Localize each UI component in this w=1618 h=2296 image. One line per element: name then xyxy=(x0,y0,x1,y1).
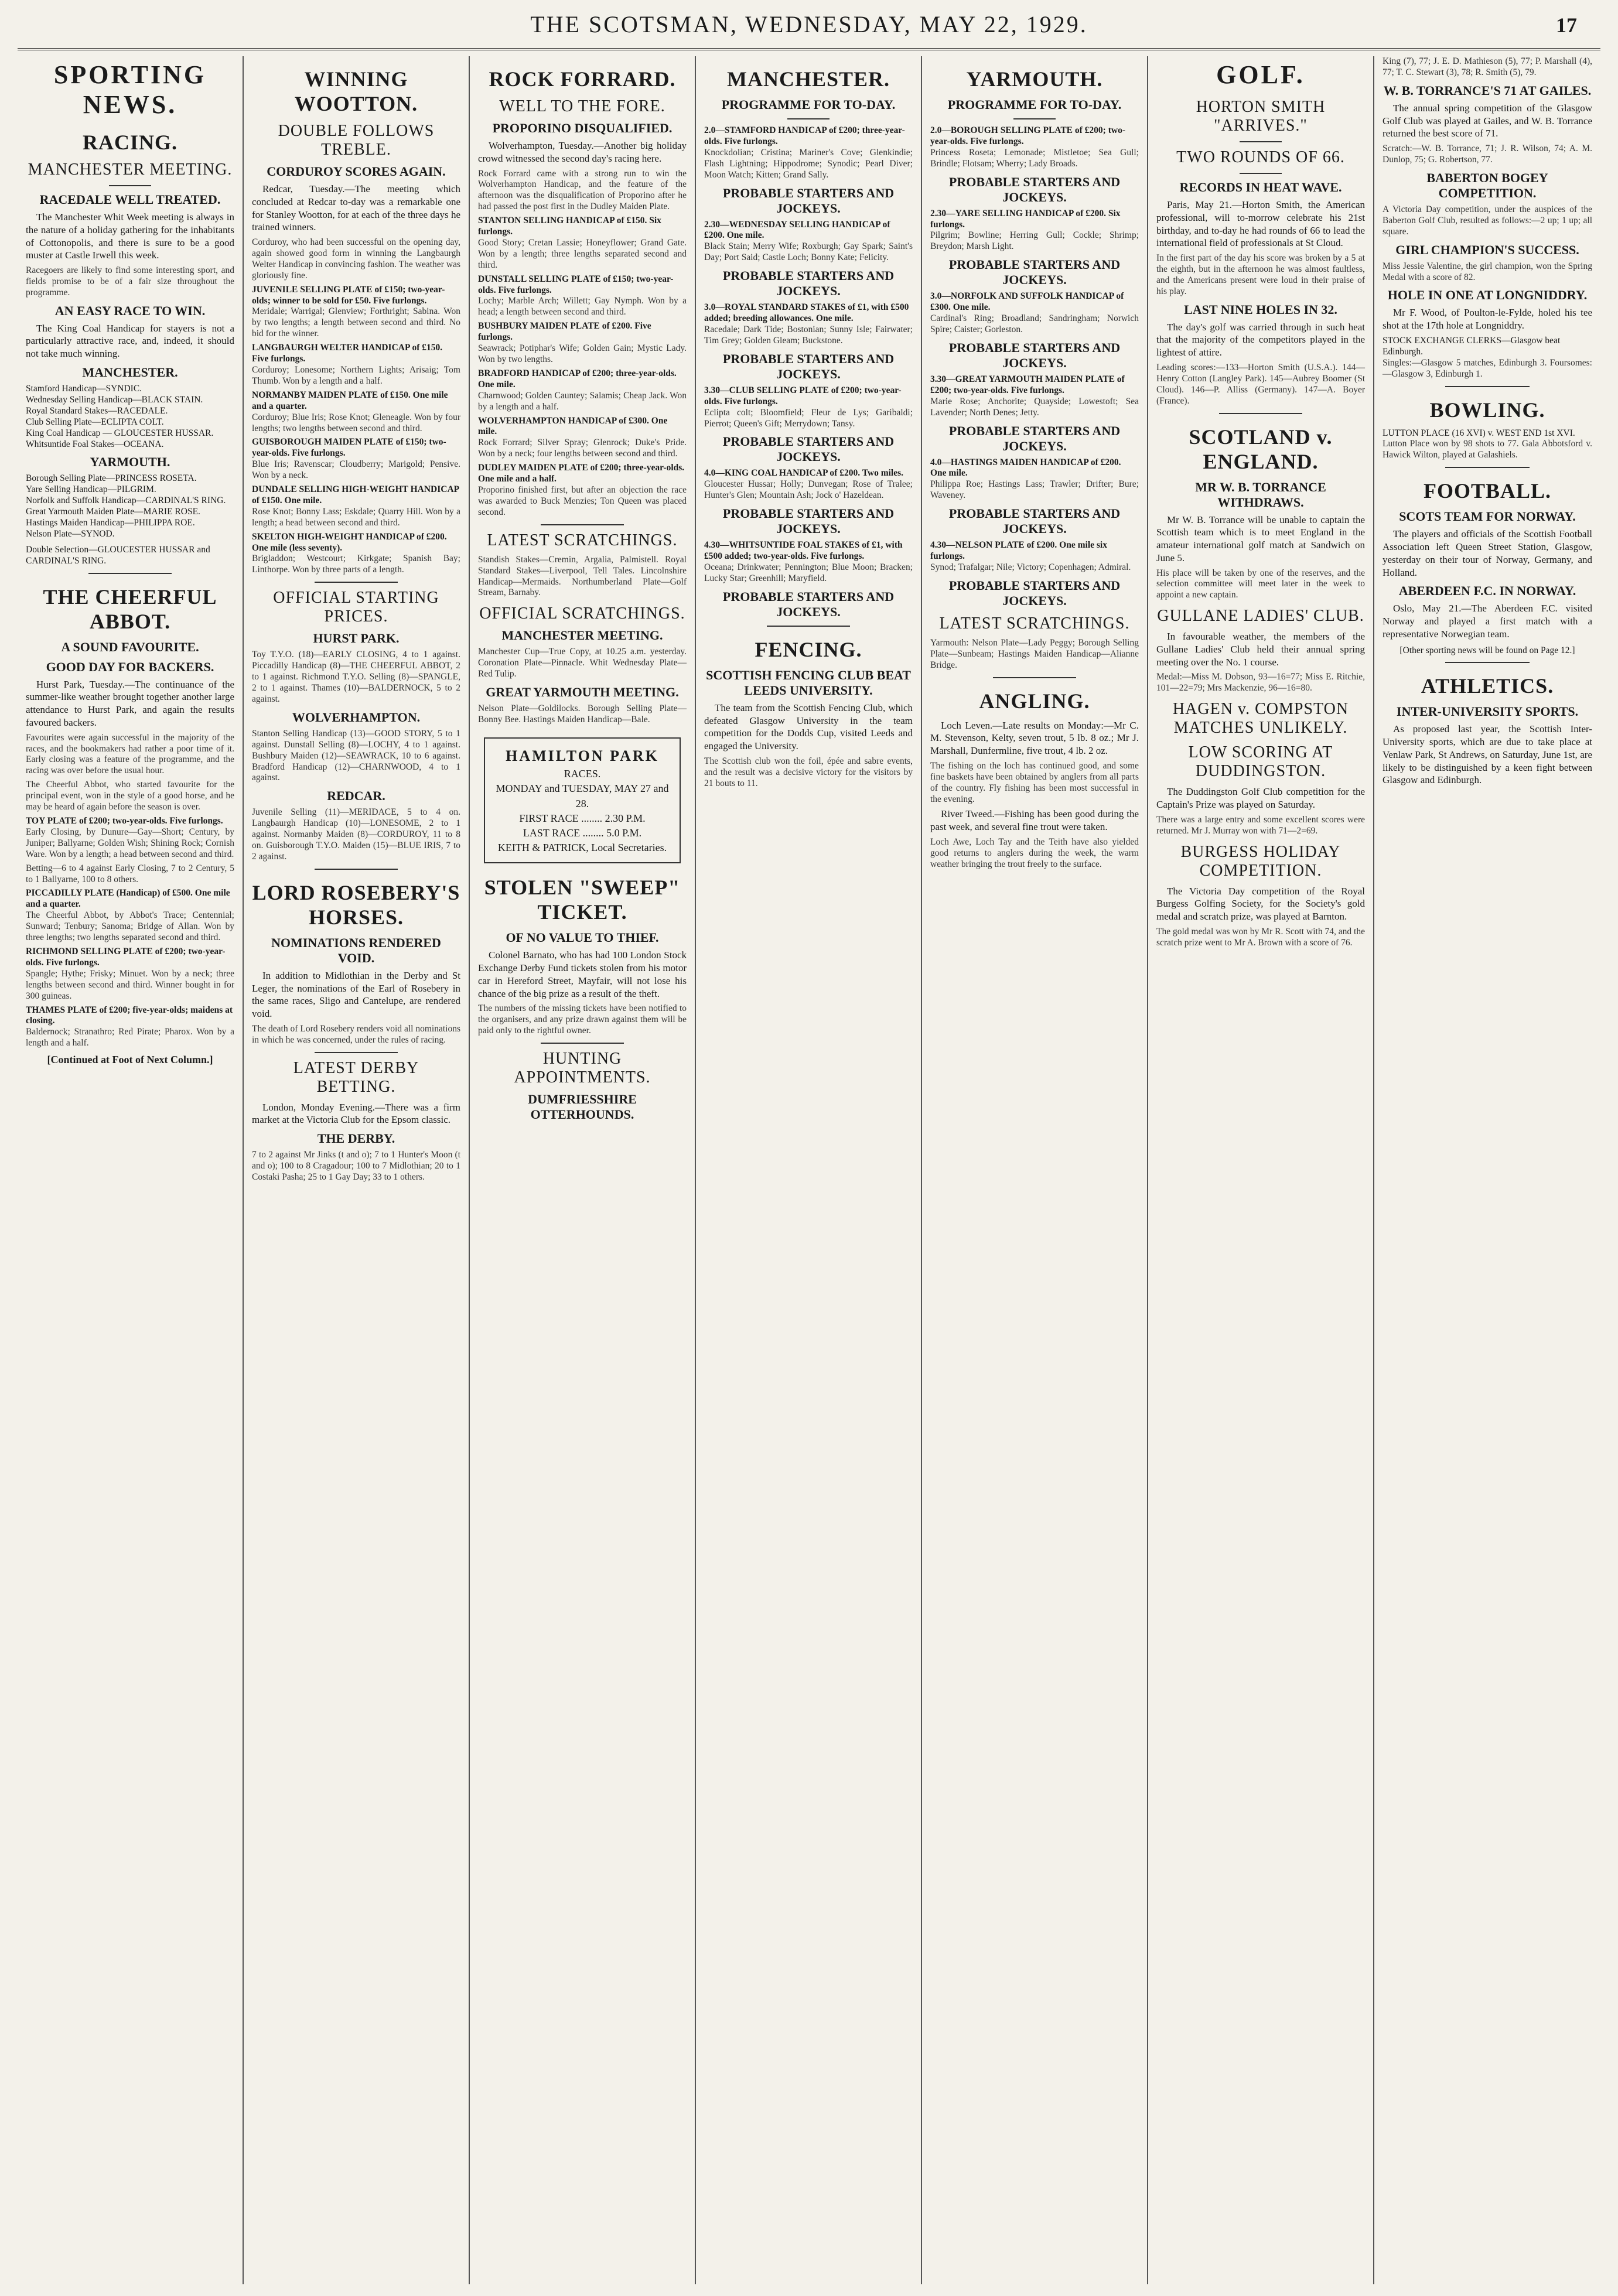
other-news-note: [Other sporting news will be found on Page 12.] xyxy=(1399,645,1575,655)
divider xyxy=(1445,467,1529,468)
burgess-heading: BURGESS HOLIDAY COMPETITION. xyxy=(1180,842,1341,880)
selections-manchester-heading: MANCHESTER. xyxy=(82,364,178,380)
otterhounds-heading: DUMFRIESSHIRE OTTERHOUNDS. xyxy=(528,1092,637,1122)
advert-title: HAMILTON PARK xyxy=(506,747,659,764)
column-4 xyxy=(696,56,922,2284)
duddingston-heading: LOW SCORING AT DUDDINGSTON. xyxy=(1188,743,1333,781)
starters-heading: PROBABLE STARTERS AND JOCKEYS. xyxy=(722,351,895,381)
divider xyxy=(315,582,398,583)
race-heading: NORMANBY MAIDEN PLATE of £150. One mile and a quarter. xyxy=(252,390,448,411)
advert-line: KEITH & PATRICK, Local Secretaries. xyxy=(497,842,667,854)
scotland-england-heading: SCOTLAND v. ENGLAND. xyxy=(1189,425,1333,473)
torrance-gailes-text: The annual spring competition of the Glasgow Golf Club was played at Gailes, and W. B. Torrance returned the best score of 71. xyxy=(1383,102,1592,139)
filler-text: Favourites were again successful in the majority of the races, and the bookmakers had rather a poor time of it. Early closing was a feature of the programme, and the racing was over before the usual hour. xyxy=(26,732,234,776)
duddingston-text: The Duddingston Golf Club competition for the Captain's Prize was played on Saturday. xyxy=(1156,786,1365,811)
advert-line: RACES. xyxy=(564,768,601,780)
records-heading: RECORDS IN HEAT WAVE. xyxy=(1179,180,1342,194)
divider xyxy=(541,1043,624,1044)
race-heading: THAMES PLATE of £200; five-year-olds; maidens at closing. xyxy=(26,1004,233,1026)
filler-text: The Cheerful Abbot, by Abbot's Trace; Centennial; Sunward; Tenbury; Sanoma; Bridge of Allan. Won by three lengths; two lengths separated second and third. xyxy=(26,910,234,943)
selection-item: Stamford Handicap—SYNDIC. xyxy=(26,383,142,394)
latest-scratchings-heading: LATEST SCRATCHINGS. xyxy=(487,531,678,549)
scots-team-heading: SCOTS TEAM FOR NORWAY. xyxy=(1399,509,1576,524)
starters-heading: PROBABLE STARTERS AND JOCKEYS. xyxy=(722,185,895,216)
filler-text: Singles:—Glasgow 5 matches, Edinburgh 3. Foursomes:—Glasgow 3, Edinburgh 1. xyxy=(1383,357,1592,379)
hurst-park-report: Hurst Park, Tuesday.—The continuance of the summer-like weather brought together another large attendance to Hurst Park, and again the results favoured backers. xyxy=(26,678,234,728)
divider xyxy=(1240,173,1281,174)
fencing-heading: FENCING. xyxy=(755,637,862,661)
starting-prices-heading: OFFICIAL STARTING PRICES. xyxy=(273,589,439,626)
torrance-text: Mr W. B. Torrance will be unable to captain the Scottish team which is to meet England in the amateur international golf match at Sandwich on June 5. xyxy=(1156,514,1365,563)
starters-heading: PROBABLE STARTERS AND JOCKEYS. xyxy=(948,257,1121,288)
starters-heading: PROBABLE STARTERS AND JOCKEYS. xyxy=(948,578,1121,608)
filler-text: Brigladdon; Westcourt; Kirkgate; Spanish Bay; Linthorpe. Won by three parts of a length. xyxy=(252,554,460,575)
advert-line: LAST RACE ........ 5.0 P.M. xyxy=(523,826,642,839)
filler-text: Lochy; Marble Arch; Willett; Gay Nymph. Won by a head; a length between second and third. xyxy=(478,296,687,317)
yarmouth-programme-heading: YARMOUTH. xyxy=(966,67,1103,91)
redcar-report: Redcar, Tuesday.—The meeting which concluded at Redcar to-day was a remarkable one for Stanley Wootton, for at each of the three days he trained winners. xyxy=(252,183,460,233)
horton-smith-heading: HORTON SMITH "ARRIVES." xyxy=(1196,98,1326,135)
baberton-heading: BABERTON BOGEY COMPETITION. xyxy=(1426,170,1548,200)
selection-item: Wednesday Selling Handicap—BLACK STAIN. xyxy=(26,394,203,405)
easy-race-text: The King Coal Handicap for stayers is not a particularly attractive race, and, indeed, it should not take much winning. xyxy=(26,322,234,360)
starters-heading: PROBABLE STARTERS AND JOCKEYS. xyxy=(722,506,895,537)
hole-in-one-heading: HOLE IN ONE AT LONGNIDDRY. xyxy=(1387,288,1588,303)
derby-betting-text: London, Monday Evening.—There was a firm market at the Victoria Club for the Epsom classic. xyxy=(252,1101,460,1126)
hurst-park-sp-heading: HURST PARK. xyxy=(313,631,400,646)
filler-text: Stanton Selling Handicap (13)—GOOD STORY, 5 to 1 against. Dunstall Selling (8)—LOCHY, 4 to 1 against. Bushbury Maiden (12)—SEAWRACK, 10 to 6 against. Bradford Handicap (12)—CHARNWOOD, 4 to 1 against. xyxy=(252,728,460,783)
gullane-heading: GULLANE LADIES' CLUB. xyxy=(1157,607,1364,626)
filler-text: Toy T.Y.O. (18)—EARLY CLOSING, 4 to 1 against. Piccadilly Handicap (8)—THE CHEERFUL ABBOT, 2 to 1 against. Richmond T.Y.O. Selling (8)—SPANGLE, 2 to 1 against. Thames (10)—BALDERNOCK, 5 to 2 against. xyxy=(252,650,460,704)
filler-text: There was a large entry and some excellent scores were returned. Mr J. Murray won with 71—2=69. xyxy=(1156,814,1365,836)
starters-heading: PROBABLE STARTERS AND JOCKEYS. xyxy=(722,434,895,464)
divider xyxy=(993,677,1076,678)
official-scratchings-heading: OFFICIAL SCRATCHINGS. xyxy=(479,604,685,623)
filler-text: Medal:—Miss M. Dobson, 93—16=77; Miss E. Ritchie, 101—22=79; Mrs Mackenzie, 96—16=80. xyxy=(1156,672,1365,693)
double-follows-heading: DOUBLE FOLLOWS TREBLE. xyxy=(278,122,435,159)
filler-text: Nelson Plate—Goldilocks. Borough Selling Plate—Bonny Bee. Hastings Maiden Handicap—Bale. xyxy=(478,703,687,725)
latest-scratchings-heading: LATEST SCRATCHINGS. xyxy=(939,614,1130,633)
race-heading: DUDLEY MAIDEN PLATE of £200; three-year-olds. One mile and a half. xyxy=(478,463,685,484)
double-selection: Double Selection—GLOUCESTER HUSSAR and CARDINAL'S RING. xyxy=(26,544,210,566)
continued-note: [Continued at Foot of Next Column.] xyxy=(47,1054,213,1066)
selection-item: Borough Selling Plate—PRINCESS ROSETA. xyxy=(26,473,197,484)
paris-report: Paris, May 21.—Horton Smith, the American professional, will to-morrow celebrate his 21st birthday, and to-day he had rounds of 66 to lead the international field of professionals at St Cloud. xyxy=(1156,199,1365,249)
filler-text: Corduroy; Blue Iris; Rose Knot; Gleneagle. Won by four lengths; two lengths between second and third. xyxy=(252,412,460,433)
burgess-text: The Victoria Day competition of the Royal Burgess Golfing Society, for the Society's gold medal and scratch prize, was played at Barnton. xyxy=(1156,885,1365,922)
angling-heading: ANGLING. xyxy=(979,689,1090,713)
sound-favourite-heading: A SOUND FAVOURITE. xyxy=(61,639,199,654)
selection-item: Great Yarmouth Maiden Plate—MARIE ROSE. xyxy=(26,507,200,517)
section-title: SPORTING NEWS. xyxy=(53,60,207,119)
girl-champion-heading: GIRL CHAMPION'S SUCCESS. xyxy=(1395,242,1579,257)
masthead-title: THE SCOTSMAN, WEDNESDAY, MAY 22, 1929. xyxy=(530,11,1088,37)
filler-text: Knockdolian; Cristina; Mariner's Cove; Glenkindie; Flash Lightning; Hippodrome; Synodic; Pearl Diver; Moon Watch; Kitten; Grand Sally. xyxy=(704,147,913,180)
filler-text: Gloucester Hussar; Holly; Dunvegan; Rose of Tralee; Hunter's Glen; Mountain Ash; Jock o' Hazeldean. xyxy=(704,479,913,501)
filler-text: Yarmouth: Nelson Plate—Lady Peggy; Borough Selling Plate—Sunbeam; Hastings Maiden Handicap—Alianne Bridge. xyxy=(930,637,1139,670)
race-heading: 4.30—NELSON PLATE of £200. One mile six furlongs. xyxy=(930,540,1107,562)
race-heading: 2.30—YARE SELLING HANDICAP of £200. Six furlongs. xyxy=(930,208,1121,230)
winning-wootton-heading: WINNING WOOTTON. xyxy=(294,67,418,115)
filler-text: Spangle; Hythe; Frisky; Minuet. Won by a neck; three lengths between second and third. Winner bought in for 300 guineas. xyxy=(26,968,234,1001)
inter-university-text: As proposed last year, the Scottish Inter-University sports, which are due to take place at Venlaw Park, St Andrews, on Saturday, June 1st, are likely to be distinguished by a keen fight between Glasgow and Edinburgh. xyxy=(1383,723,1592,786)
filler-text: His place will be taken by one of the reserves, and the selection committee will meet later in the week to appoint a new captain. xyxy=(1156,568,1365,600)
no-value-heading: OF NO VALUE TO THIEF. xyxy=(506,930,659,945)
hole-in-one-text: Mr F. Wood, of Poulton-le-Fylde, holed his tee shot at the 17th hole at Longniddry. xyxy=(1383,307,1592,332)
filler-text: The gold medal was won by Mr R. Scott with 74, and the scratch prize went to Mr A. Brown with a score of 76. xyxy=(1156,926,1365,948)
filler-text: Synod; Trafalgar; Nile; Victory; Copenhagen; Admiral. xyxy=(930,562,1131,572)
stock-exchange-heading: STOCK EXCHANGE CLERKS—Glasgow beat Edinburgh. xyxy=(1383,335,1561,357)
divider xyxy=(88,573,172,574)
selections-yarmouth-heading: YARMOUTH. xyxy=(90,455,170,470)
filler-text: Corduroy; Lonesome; Northern Lights; Arisaig; Tom Thumb. Won by a length and a half. xyxy=(252,364,460,386)
filler-text: Loch Awe, Loch Tay and the Teith have also yielded good returns to anglers during the week, the warm weather bringing the trout freely to the surface. xyxy=(930,836,1139,869)
cheerful-abbot-heading: THE CHEERFUL ABBOT. xyxy=(43,585,217,633)
filler-text: The Scottish club won the foil, épée and sabre events, and the result was a decisive victory for the visitors by 21 bouts to 11. xyxy=(704,756,913,788)
rosebery-heading: LORD ROSEBERY'S HORSES. xyxy=(252,880,460,929)
hagen-compston-heading: HAGEN v. COMPSTON MATCHES UNLIKELY. xyxy=(1172,700,1349,737)
rock-forrard-heading: ROCK FORRARD. xyxy=(489,67,676,91)
filler-text: In the first part of the day his score was broken by a 5 at the eighth, but in the afternoon he was almost faultless, and the Americans present were loud in their praise of his play. xyxy=(1156,253,1365,296)
aberdeen-text: Oslo, May 21.—The Aberdeen F.C. visited Norway and played a first match with a representative Norwegian team. xyxy=(1383,603,1592,640)
last-nine-text: The day's golf was carried through in such heat that the majority of the competitors played in the lightest of attire. xyxy=(1156,321,1365,358)
race-heading: BRADFORD HANDICAP of £200; three-year-olds. One mile. xyxy=(478,368,677,390)
racedale-heading: RACEDALE WELL TREATED. xyxy=(39,192,221,207)
race-heading: 2.0—BOROUGH SELLING PLATE of £200; two-year-olds. Five furlongs. xyxy=(930,125,1125,146)
starters-heading: PROBABLE STARTERS AND JOCKEYS. xyxy=(948,423,1121,453)
corduroy-heading: CORDUROY SCORES AGAIN. xyxy=(267,164,446,179)
filler-text: Manchester Cup—True Copy, at 10.25 a.m. yesterday. Coronation Plate—Pinnacle. Whit Wednesday Plate—Red Tulip. xyxy=(478,647,687,679)
starters-heading: PROBABLE STARTERS AND JOCKEYS. xyxy=(722,589,895,619)
filler-text: The Cheerful Abbot, who started favourite for the principal event, won in the style of a good horse, and he may be heard of again before the season is over. xyxy=(26,780,234,812)
wolverhampton-sp-heading: WOLVERHAMPTON. xyxy=(292,709,421,725)
fencing-subheading: SCOTTISH FENCING CLUB BEAT LEEDS UNIVERSITY. xyxy=(706,667,911,698)
fencing-text: The team from the Scottish Fencing Club, which defeated Glasgow University in the team competition for the Dodds Cup, visited Leeds and engaged the University. xyxy=(704,702,913,751)
filler-text: Black Stain; Merry Wife; Roxburgh; Gay Spark; Saint's Day; Port Said; Castle Loch; Bonny Kate; Felicity. xyxy=(704,241,913,263)
filler-text: Blue Iris; Ravenscar; Cloudberry; Marigold; Pensive. Won by a neck. xyxy=(252,459,460,481)
filler-text: Racedale; Dark Tide; Bostonian; Sunny Isle; Fairwater; Tim Grey; Golden Gleam; Buckstone. xyxy=(704,324,913,346)
filler-text: Cardinal's Ring; Broadland; Sandringham; Norwich Spire; Caister; Gorleston. xyxy=(930,313,1139,334)
the-derby-heading: THE DERBY. xyxy=(317,1131,395,1146)
tweed-text: River Tweed.—Fishing has been good during the past week, and several fine trout were taken. xyxy=(930,808,1139,833)
selection-item: Yare Selling Handicap—PILGRIM. xyxy=(26,484,156,495)
selection-item: Norfolk and Suffolk Handicap—CARDINAL'S RING. xyxy=(26,496,226,506)
selection-item: Royal Standard Stakes—RACEDALE. xyxy=(26,405,168,416)
divider xyxy=(1219,413,1302,414)
two-rounds-heading: TWO ROUNDS OF 66. xyxy=(1176,148,1345,166)
nominations-heading: NOMINATIONS RENDERED VOID. xyxy=(271,935,441,965)
rosebery-text: In addition to Midlothian in the Derby and St Leger, the nominations of the Earl of Rosebery in the same races, Sligo and Cantelupe, are rendered void. xyxy=(252,969,460,1020)
column-1 xyxy=(18,56,244,2284)
bowling-match: LUTTON PLACE (16 XVI) v. WEST END 1st XVI. xyxy=(1383,428,1575,438)
starters-heading: PROBABLE STARTERS AND JOCKEYS. xyxy=(948,506,1121,537)
column-6 xyxy=(1148,56,1374,2284)
redcar-sp-heading: REDCAR. xyxy=(327,788,385,804)
filler-text: Rock Forrard; Silver Spray; Glenrock; Duke's Pride. Won by a neck; four lengths between second and third. xyxy=(478,438,687,459)
race-heading: 4.0—HASTINGS MAIDEN HANDICAP of £200. One mile. xyxy=(930,457,1121,479)
race-heading: RICHMOND SELLING PLATE of £200; two-year-olds. Five furlongs. xyxy=(26,946,226,968)
divider xyxy=(1013,118,1055,119)
starters-heading: PROBABLE STARTERS AND JOCKEYS. xyxy=(948,340,1121,370)
race-heading: 3.0—ROYAL STANDARD STAKES of £1, with £500 added; breeding allowances. One mile. xyxy=(704,302,909,324)
programme-heading: PROGRAMME FOR TO-DAY. xyxy=(721,97,896,112)
race-heading: PICCADILLY PLATE (Handicap) of £500. One mile and a quarter. xyxy=(26,888,230,910)
filler-text: Scratch:—W. B. Torrance, 71; J. R. Wilson, 74; A. M. Dunlop, 75; G. Robertson, 77. xyxy=(1383,144,1592,165)
race-heading: GUISBOROUGH MAIDEN PLATE of £150; two-year-olds. Five furlongs. xyxy=(252,437,446,459)
selection-item: Hastings Maiden Handicap—PHILIPPA ROE. xyxy=(26,518,195,528)
torrance-gailes-heading: W. B. TORRANCE'S 71 AT GAILES. xyxy=(1383,83,1592,98)
well-to-fore-heading: WELL TO THE FORE. xyxy=(499,97,665,115)
filler-text: Betting—6 to 4 against Early Closing, 7 to 2 Century, 5 to 1 Ballyarne, 100 to 8 others. xyxy=(26,863,234,884)
column-3 xyxy=(470,56,696,2284)
stolen-ticket-text: Colonel Barnato, who has had 100 London Stock Exchange Derby Fund tickets stolen from his motor car in Hereford Street, Mayfair, will not lose his chance of the big prize as a result of the theft. xyxy=(478,949,687,999)
race-heading: DUNSTALL SELLING PLATE of £150; two-year-olds. Five furlongs. xyxy=(478,274,674,295)
filler-text: Philippa Roe; Hastings Lass; Trawler; Drifter; Bure; Waveney. xyxy=(930,479,1139,501)
proporino-heading: PROPORINO DISQUALIFIED. xyxy=(492,121,673,135)
derby-betting-heading: LATEST DERBY BETTING. xyxy=(293,1058,419,1096)
racing-heading: RACING. xyxy=(82,131,177,154)
aberdeen-heading: ABERDEEN F.C. IN NORWAY. xyxy=(1398,583,1576,599)
filler-text: A Victoria Day competition, under the auspices of the Baberton Golf Club, resulted as follows:—2 up; 1 up; all square. xyxy=(1383,204,1592,237)
divider xyxy=(541,524,624,525)
filler-text: Princess Roseta; Lemonade; Mistletoe; Sea Gull; Brindle; Flotsam; Wherry; Lady Broads. xyxy=(930,147,1139,169)
manchester-programme-heading: MANCHESTER. xyxy=(726,67,890,91)
column-2 xyxy=(244,56,470,2284)
column-7 xyxy=(1374,56,1600,2284)
filler-text: King (7), 77; J. E. D. Mathieson (5), 77; P. Marshall (4), 77; T. C. Stewart (3), 78; R. Smith (5), 79. xyxy=(1383,56,1592,77)
athletics-heading: ATHLETICS. xyxy=(1421,674,1554,698)
bowling-heading: BOWLING. xyxy=(1429,398,1545,422)
filler-text: Corduroy, who had been successful on the opening day, again showed good form in winning the Langbaurgh Welter Handicap in convincing fashion. The weather was gloriously fine. xyxy=(252,237,460,281)
filler-text: Racegoers are likely to find some interesting sport, and fields promise to be of a fair size throughout the programme. xyxy=(26,265,234,298)
race-heading: LANGBAURGH WELTER HANDICAP of £150. Five furlongs. xyxy=(252,343,443,364)
manchester-scratch-heading: MANCHESTER MEETING. xyxy=(501,628,663,643)
starters-heading: PROBABLE STARTERS AND JOCKEYS. xyxy=(722,268,895,299)
inter-university-heading: INTER-UNIVERSITY SPORTS. xyxy=(1396,704,1579,719)
stolen-ticket-heading: STOLEN "SWEEP" TICKET. xyxy=(484,876,681,924)
filler-text: Eclipta colt; Bloomfield; Fleur de Lys; Garibaldi; Pierrot; Queen's Gift; Merrydown; Tansy. xyxy=(704,407,913,429)
article-intro: The Manchester Whit Week meeting is always in the nature of a holiday gathering for the inhabitants of Cottonopolis, and there is sure to be a good muster at Castle Irwell this week. xyxy=(26,211,234,261)
filler-text: Charnwood; Golden Cauntey; Salamis; Cheap Jack. Won by a length and a half. xyxy=(478,390,687,412)
gullane-text: In favourable weather, the members of the Gullane Ladies' Club held their annual spring meeting over the No. 1 course. xyxy=(1156,631,1365,668)
race-heading: TOY PLATE of £200; two-year-olds. Five furlongs. xyxy=(26,816,223,826)
race-heading: 4.30—WHITSUNTIDE FOAL STAKES of £1, with £500 added; two-year-olds. Five furlongs. xyxy=(704,540,903,562)
race-heading: SKELTON HIGH-WEIGHT HANDICAP of £200. One mile (less seventy). xyxy=(252,531,447,553)
divider xyxy=(1445,662,1529,663)
advert-line: FIRST RACE ........ 2.30 P.M. xyxy=(519,812,646,824)
hunting-heading: HUNTING APPOINTMENTS. xyxy=(514,1050,651,1087)
advert-line: MONDAY and TUESDAY, MAY 27 and 28. xyxy=(496,783,669,809)
race-heading: STANTON SELLING HANDICAP of £150. Six furlongs. xyxy=(478,216,661,237)
golf-heading: GOLF. xyxy=(1216,60,1305,89)
last-nine-heading: LAST NINE HOLES IN 32. xyxy=(1184,302,1337,317)
filler-text: Baldernock; Stranathro; Red Pirate; Pharox. Won by a length and a half. xyxy=(26,1027,234,1048)
angling-text: Loch Leven.—Late results on Monday:—Mr C. M. Stevenson, Kelty, seven trout, 5 lb. 8 oz.; Mr J. Marshall, Dunfermline, five trout, 4 lb. 2 oz. xyxy=(930,719,1139,757)
column-5 xyxy=(922,56,1148,2284)
filler-text: 7 to 2 against Mr Jinks (t and o); 7 to 1 Hunter's Moon (t and o); 100 to 8 Cragadour; 100 to 7 Midlothian; 20 to 1 Costaki Pasha; 25 to 1 Gay Day; 33 to 1 others. xyxy=(252,1150,460,1182)
masthead xyxy=(18,0,1600,50)
selection-item: King Coal Handicap — GLOUCESTER HUSSAR. xyxy=(26,428,214,438)
race-heading: 2.30—WEDNESDAY SELLING HANDICAP of £200. One mile. xyxy=(704,219,890,241)
filler-text: Miss Jessie Valentine, the girl champion, won the Spring Medal with a score of 82. xyxy=(1383,261,1592,282)
wolverhampton-report: Wolverhampton, Tuesday.—Another big holiday crowd witnessed the second day's racing here. xyxy=(478,140,687,164)
filler-text: Meridale; Warrigal; Glenview; Forthright; Sabina. Won by two lengths; a length between second and third. No bid for the winner. xyxy=(252,306,460,339)
columns xyxy=(18,56,1600,2284)
filler-text: Juvenile Selling (11)—MERIDACE, 5 to 4 on. Langbaurgh Handicap (10)—LONESOME, 2 to 1 against. Normanby Maiden (8)—CORDUROY, 11 to 8 on. Guisborough T.Y.O. Maiden (15)—BLUE IRIS, 7 to 2 against. xyxy=(252,807,460,862)
filler-text: The fishing on the loch has continued good, and some fine baskets have been obtained by anglers from all parts of the country. Fly fishing has been most successful in the evening. xyxy=(930,760,1139,804)
easy-race-heading: AN EASY RACE TO WIN. xyxy=(54,303,206,318)
filler-text: Seawrack; Potiphar's Wife; Golden Gain; Mystic Lady. Won by two lengths. xyxy=(478,343,687,364)
programme-heading: PROGRAMME FOR TO-DAY. xyxy=(947,97,1122,112)
filler-text: Pilgrim; Bowline; Herring Gull; Cockle; Shrimp; Breydon; Marsh Light. xyxy=(930,230,1139,252)
race-heading: DUNDALE SELLING HIGH-WEIGHT HANDICAP of £150. One mile. xyxy=(252,484,459,505)
selection-item: Whitsuntide Foal Stakes—OCEANA. xyxy=(26,439,164,449)
race-heading: 2.0—STAMFORD HANDICAP of £200; three-year-olds. Five furlongs. xyxy=(704,125,905,146)
divider xyxy=(787,118,829,119)
divider xyxy=(315,1052,398,1053)
starters-heading: PROBABLE STARTERS AND JOCKEYS. xyxy=(948,174,1121,204)
filler-text: Standish Stakes—Cremin, Argalia, Palmistell. Royal Standard Stakes—Liverpool, Tell Tales. Lincolnshire Handicap—Mermaids. Northumberland Plate—Golf Stream, Barnaby. xyxy=(478,554,687,598)
filler-text: Early Closing, by Dunure—Gay—Short; Century, by Juniper; Ballyarne; Golden Wish; Shining Rock; Cornish Ware. Won by a length; a head between second and third. xyxy=(26,826,234,859)
hamilton-park-advert xyxy=(484,737,681,864)
race-heading: WOLVERHAMPTON HANDICAP of £300. One mile. xyxy=(478,415,668,437)
divider xyxy=(1240,141,1281,142)
filler-text: Good Story; Cretan Lassie; Honeyflower; Grand Gate. Won by a length; three lengths separated second and third. xyxy=(478,237,687,270)
torrance-withdraws-heading: MR W. B. TORRANCE WITHDRAWS. xyxy=(1195,479,1326,510)
selection-item: Nelson Plate—SYNOD. xyxy=(26,528,115,539)
race-heading: BUSHBURY MAIDEN PLATE of £200. Five furlongs. xyxy=(478,321,651,343)
football-heading: FOOTBALL. xyxy=(1423,479,1552,503)
filler-text: The numbers of the missing tickets have been notified to the organisers, and any prize drawn against them will be paid only to the rightful owner. xyxy=(478,1003,687,1036)
divider xyxy=(1445,386,1529,387)
race-heading: JUVENILE SELLING PLATE of £150; two-year-olds; winner to be sold for £50. Five furlongs. xyxy=(252,284,445,306)
race-heading: 3.30—CLUB SELLING PLATE of £200; two-year-olds. Five furlongs. xyxy=(704,385,902,406)
yarmouth-scratch-heading: GREAT YARMOUTH MEETING. xyxy=(486,685,679,700)
football-text: The players and officials of the Scottish Football Association left Queen Street Station, Glasgow, yesterday on their tour of Norway, Germany, and Holland. xyxy=(1383,528,1592,578)
page-number: 17 xyxy=(1556,13,1577,37)
filler-text: Rock Forrard came with a strong run to win the Wolverhampton Handicap, and the feature of the afternoon was the disqualification of Proporino after he had passed the post first in the Dudley Maiden Plate. xyxy=(478,168,687,212)
manchester-meeting-heading: MANCHESTER MEETING. xyxy=(28,160,233,179)
filler-text: Proporino finished first, but after an objection the race was awarded to Buck Menzies; Ton Queen was placed second. xyxy=(478,484,687,517)
filler-text: Marie Rose; Anchorite; Quayside; Lowestoft; Sea Lavender; North Denes; Jetty. xyxy=(930,396,1139,418)
divider xyxy=(315,869,398,870)
selection-item: Club Selling Plate—ECLIPTA COLT. xyxy=(26,416,164,427)
race-heading: 4.0—KING COAL HANDICAP of £200. Two miles. xyxy=(704,468,904,479)
race-heading: 3.30—GREAT YARMOUTH MAIDEN PLATE of £200; two-year-olds. Five furlongs. xyxy=(930,374,1125,395)
race-heading: 3.0—NORFOLK AND SUFFOLK HANDICAP of £300. One mile. xyxy=(930,291,1124,313)
filler-text: Lutton Place won by 98 shots to 77. Gala Abbotsford v. Hawick Wilton, played at Galashiels. xyxy=(1383,439,1592,460)
filler-text: Oceana; Drinkwater; Pennington; Blue Moon; Bracken; Lucky Star; Greenhill; Maryfield. xyxy=(704,562,913,583)
filler-text: Rose Knot; Bonny Lass; Eskdale; Quarry Hill. Won by a length; a head between second and third. xyxy=(252,506,460,528)
divider xyxy=(109,185,151,186)
filler-text: The death of Lord Rosebery renders void all nominations in which he was concerned, under the rules of racing. xyxy=(252,1023,460,1045)
filler-text: Leading scores:—133—Horton Smith (U.S.A.). 144—Henry Cotton (Langley Park). 145—Aubrey Boomer (St Cloud). 146—P. Alliss (Germany). 147—A. Boyer (France). xyxy=(1156,362,1365,406)
good-day-heading: GOOD DAY FOR BACKERS. xyxy=(46,659,214,674)
divider xyxy=(767,626,850,627)
